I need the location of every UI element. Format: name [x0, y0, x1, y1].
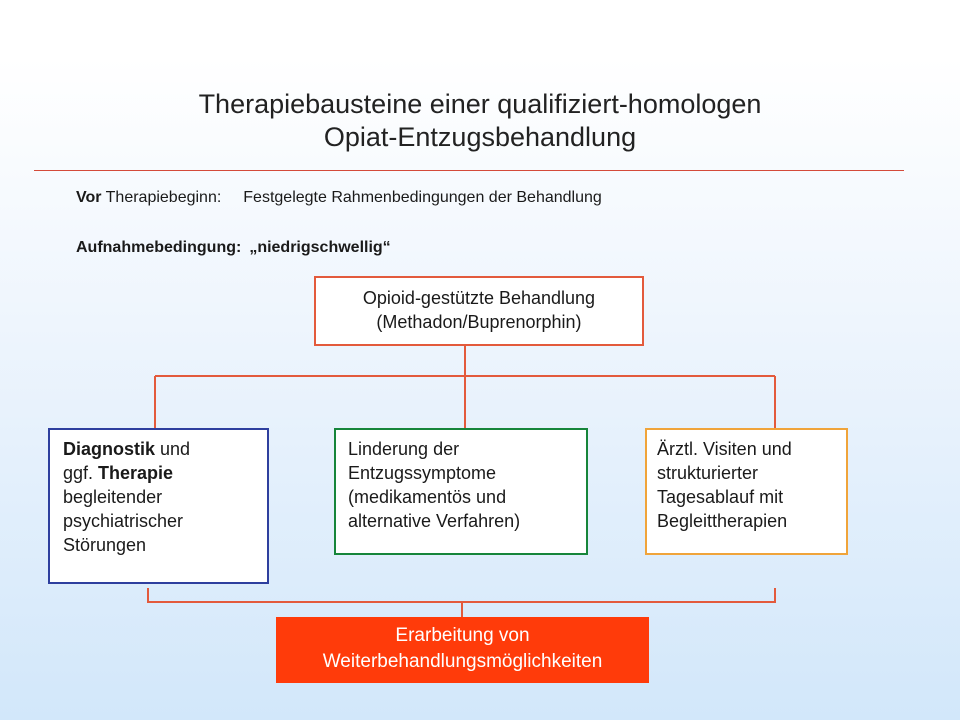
ward-rounds-line-1: Ärztl. Visiten und [657, 439, 792, 459]
diagnostics-line-4: psychiatrischer [63, 511, 184, 531]
diagnostics-line-2-pre: ggf. [63, 463, 99, 483]
info-vor-label: Vor [76, 189, 102, 206]
ward-rounds-line-4: Begleittherapien [657, 511, 788, 531]
withdrawal-relief-line-3: (medikamentös und [348, 487, 507, 507]
diagnostics-therapy-bold: Therapie [98, 463, 174, 483]
info-admission-value: „niedrigschwellig“ [249, 239, 391, 256]
info-admission-label: Aufnahmebedingung: [76, 239, 242, 256]
ward-rounds-box [645, 428, 848, 555]
diagnostics-line-1-rest: und [155, 439, 191, 459]
diagnostics-bold-word: Diagnostik [63, 439, 156, 459]
opioid-treatment-box [314, 276, 644, 346]
diagnostics-line-2 [63, 461, 267, 485]
withdrawal-relief-line-2: Entzugssymptome [348, 463, 497, 483]
ward-rounds-line-3: Tagesablauf mit [657, 487, 784, 507]
info-therapy-start-label: Therapiebeginn: [105, 189, 222, 206]
follow-up-line-1: Erarbeitung von [395, 625, 530, 646]
ward-rounds-line-2: strukturierter [657, 463, 759, 483]
withdrawal-relief-line-1: Linderung der [348, 439, 460, 459]
follow-up-line-2: Weiterbehandlungsmöglichkeiten [322, 651, 603, 672]
connector-bottom-bracket [148, 588, 775, 602]
withdrawal-relief-line-4: alternative Verfahren) [348, 511, 521, 531]
title-line-1: Therapiebausteine einer qualifiziert-homologen [198, 89, 762, 119]
title-line-2: Opiat-Entzugsbehandlung [323, 122, 637, 152]
diagnostics-line-3: begleitender [63, 487, 163, 507]
diagnostics-line-1 [63, 437, 267, 461]
opioid-treatment-line-2: (Methadon/Buprenorphin) [376, 312, 582, 332]
follow-up-options-box [276, 617, 649, 683]
diagnostics-box [48, 428, 269, 584]
diagnostics-line-5: Störungen [63, 535, 147, 555]
info-therapy-start-value: Festgelegte Rahmenbedingungen der Behandlung [243, 189, 602, 206]
opioid-treatment-line-1: Opioid-gestützte Behandlung [362, 288, 596, 308]
withdrawal-relief-box [334, 428, 588, 555]
